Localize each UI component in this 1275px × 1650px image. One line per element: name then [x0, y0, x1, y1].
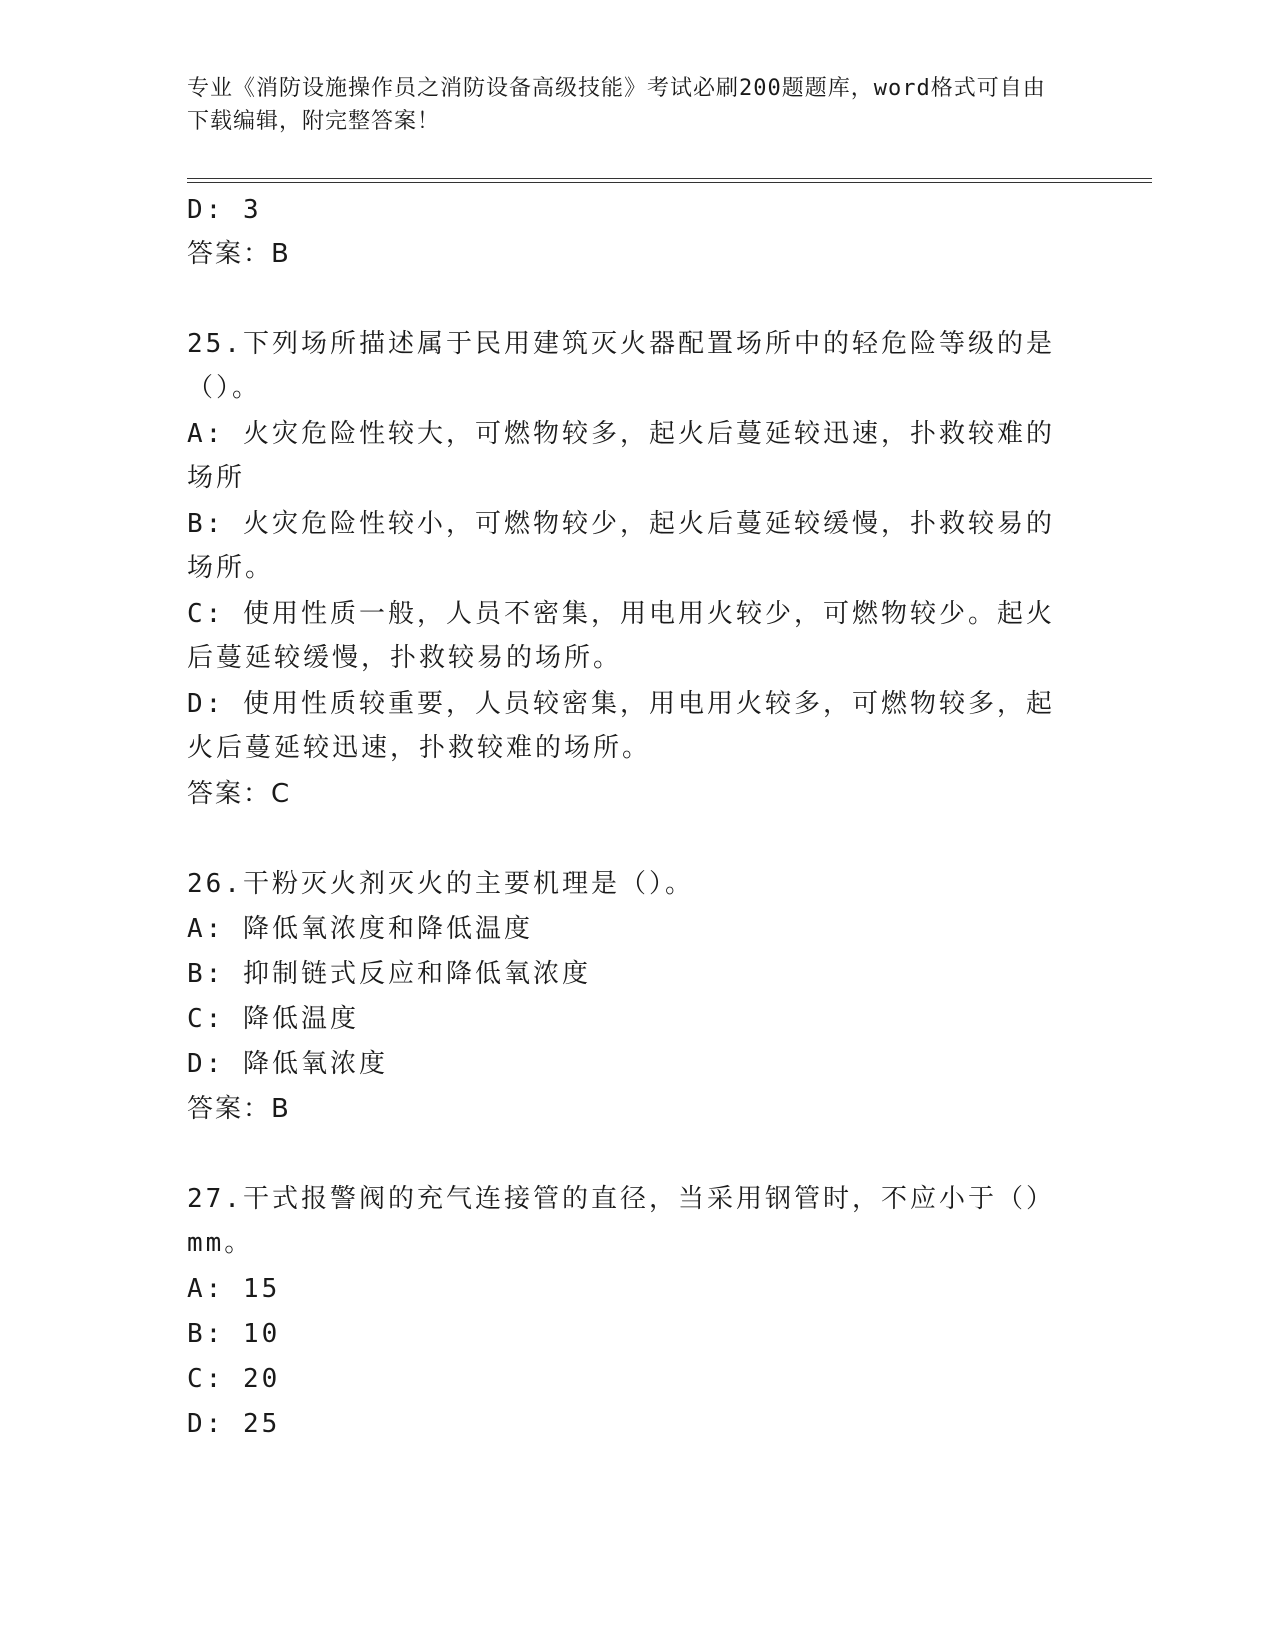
prev-option-d: D: 3: [187, 195, 262, 225]
q25-option-c: C: 使用性质一般，人员不密集，用电用火较少，可燃物较少。起火后蔓延较缓慢，扑救较易的场所。: [187, 599, 1055, 673]
document-header: 专业《消防设施操作员之消防设备高级技能》考试必刷200题题库，word格式可自由下载编辑，附完整答案！: [187, 76, 1046, 134]
q25-option-a: A: 火灾危险性较大，可燃物较多，起火后蔓延较迅速，扑救较难的场所: [187, 419, 1055, 493]
q26-answer: 答案：B: [187, 1094, 291, 1124]
q27-stem: 27.干式报警阀的充气连接管的直径，当采用钢管时，不应小于（）mm。: [187, 1184, 1055, 1258]
prev-answer: 答案：B: [187, 239, 291, 269]
q26-option-a: A: 降低氧浓度和降低温度: [187, 914, 533, 944]
q27-option-d: D: 25: [187, 1409, 281, 1439]
q27-option-c: C: 20: [187, 1364, 281, 1394]
header-rule-bottom: [187, 182, 1152, 183]
q26-option-c: C: 降低温度: [187, 1004, 359, 1034]
q25-option-b: B: 火灾危险性较小，可燃物较少，起火后蔓延较缓慢，扑救较易的场所。: [187, 509, 1055, 583]
q25-stem: 25.下列场所描述属于民用建筑灭火器配置场所中的轻危险等级的是（）。: [187, 329, 1055, 403]
q25-answer: 答案：C: [187, 779, 292, 809]
q26-option-b: B: 抑制链式反应和降低氧浓度: [187, 959, 591, 989]
q25-option-d: D: 使用性质较重要，人员较密集，用电用火较多，可燃物较多，起火后蔓延较迅速，扑救较难的场所。: [187, 689, 1055, 763]
q26-option-d: D: 降低氧浓度: [187, 1049, 388, 1079]
q27-option-a: A: 15: [187, 1274, 281, 1304]
q26-stem: 26.干粉灭火剂灭火的主要机理是（）。: [187, 869, 694, 899]
header-rule-top: [187, 178, 1152, 179]
q27-option-b: B: 10: [187, 1319, 281, 1349]
